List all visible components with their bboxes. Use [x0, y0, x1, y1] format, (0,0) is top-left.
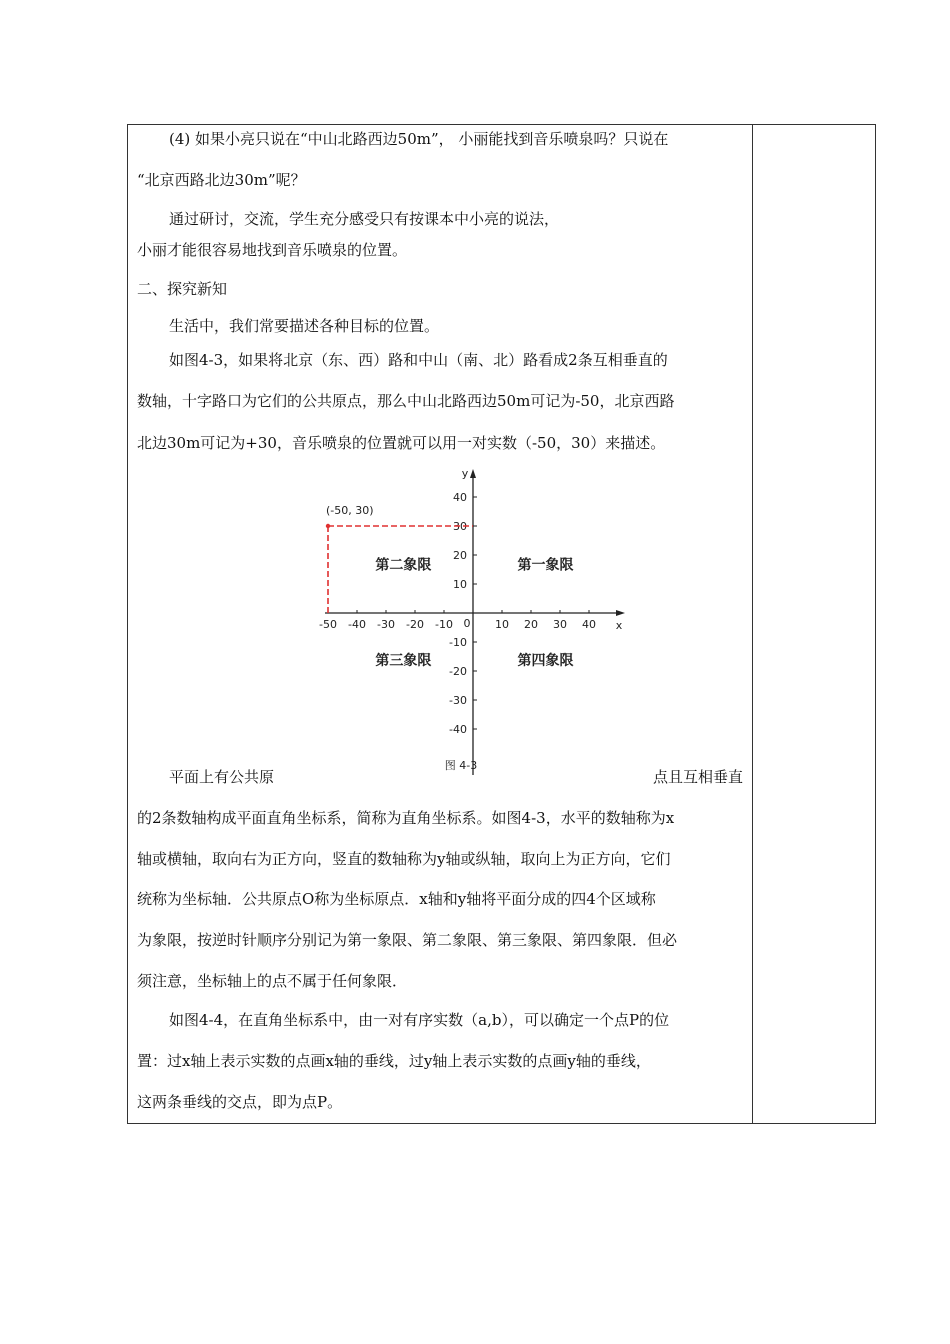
coordinate-plane-svg [319, 465, 633, 783]
paragraph-definition-3: 统称为坐标轴．公共原点O称为坐标原点．x轴和y轴将平面分成的四4个区域称 [137, 890, 656, 908]
quadrant-1-label: 第一象限 [517, 557, 574, 574]
section-heading: 二、探究新知 [137, 280, 228, 298]
y-tick-label: 10 [453, 578, 467, 591]
y-tick-label: -10 [449, 636, 467, 649]
point-label: (-50, 30) [326, 504, 374, 517]
x-tick-label: -40 [348, 618, 366, 631]
x-axis-arrow [616, 610, 625, 616]
y-axis-label: y [461, 467, 469, 480]
origin-label: 0 [463, 617, 471, 630]
x-tick-label: 10 [495, 618, 509, 631]
paragraph-definition-4: 为象限，按逆时针顺序分别记为第一象限、第二象限、第三象限、第四象限．但必 [137, 931, 678, 949]
y-tick-label: -40 [449, 723, 467, 736]
y-tick-label: 40 [453, 491, 467, 504]
coordinate-figure [319, 465, 633, 783]
page-table [127, 124, 876, 1124]
paragraph-fig-desc-1: 如图4-3，如果将北京（东、西）路和中山（南、北）路看成2条互相垂直的 [169, 351, 668, 369]
x-tick-label: -30 [377, 618, 395, 631]
paragraph-intro: 生活中，我们常要描述各种目标的位置。 [169, 317, 440, 335]
paragraph-definition-5: 须注意，坐标轴上的点不属于任何象限． [137, 972, 408, 990]
y-tick-label: -20 [449, 665, 467, 678]
paragraph-point-p-3: 这两条垂线的交点，即为点P。 [137, 1093, 343, 1111]
paragraph-point-p-2: 置：过x轴上表示实数的点画x轴的垂线，过y轴上表示实数的点画y轴的垂线， [137, 1052, 651, 1070]
x-tick-label: -10 [435, 618, 453, 631]
x-tick-label: -50 [319, 618, 337, 631]
x-axis-label: x [615, 619, 623, 632]
paragraph-discussion: 通过研讨，交流，学生充分感受只有按课本中小亮的说法， [169, 210, 560, 228]
paragraph-point-p-1: 如图4-4，在直角坐标系中，由一对有序实数（a,b），可以确定一个点P的位 [169, 1011, 670, 1029]
x-tick-label: 40 [582, 618, 596, 631]
x-tick-label: -20 [406, 618, 424, 631]
figure-caption: 图 4-3 [444, 759, 478, 772]
quadrant-4-label: 第四象限 [517, 653, 574, 670]
paragraph-question-4-cont: “北京西路北边30m”呢？ [137, 171, 306, 189]
paragraph-definition-2: 轴或横轴，取向右为正方向，竖直的数轴称为y轴或纵轴，取向上为正方向，它们 [137, 850, 671, 868]
column-divider [752, 125, 753, 1123]
paragraph-fig-desc-3: 北边30m可记为+30，音乐喷泉的位置就可以用一对实数（-50，30）来描述。 [137, 434, 666, 452]
point-marker [326, 524, 330, 528]
y-tick-label: -30 [449, 694, 467, 707]
y-axis-arrow [470, 469, 476, 478]
paragraph-definition-start: 平面上有公共原 [169, 768, 275, 786]
paragraph-definition-start-right: 点且互相垂直 [652, 768, 743, 786]
paragraph-fig-desc-2: 数轴，十字路口为它们的公共原点，那么中山北路西边50m可记为-50，北京西路 [137, 392, 675, 410]
paragraph-definition-1: 的2条数轴构成平面直角坐标系，简称为直角坐标系。如图4-3，水平的数轴称为x [137, 809, 675, 827]
paragraph-discussion-cont: 小丽才能很容易地找到音乐喷泉的位置。 [137, 241, 408, 259]
x-tick-label: 20 [524, 618, 538, 631]
quadrant-3-label: 第三象限 [375, 653, 432, 670]
x-tick-label: 30 [553, 618, 567, 631]
y-tick-label: 30 [453, 520, 467, 533]
quadrant-2-label: 第二象限 [375, 557, 432, 574]
paragraph-question-4: (4) 如果小亮只说在“中山北路西边50m”， 小丽能找到音乐喷泉吗？只说在 [169, 130, 669, 148]
y-tick-label: 20 [453, 549, 467, 562]
